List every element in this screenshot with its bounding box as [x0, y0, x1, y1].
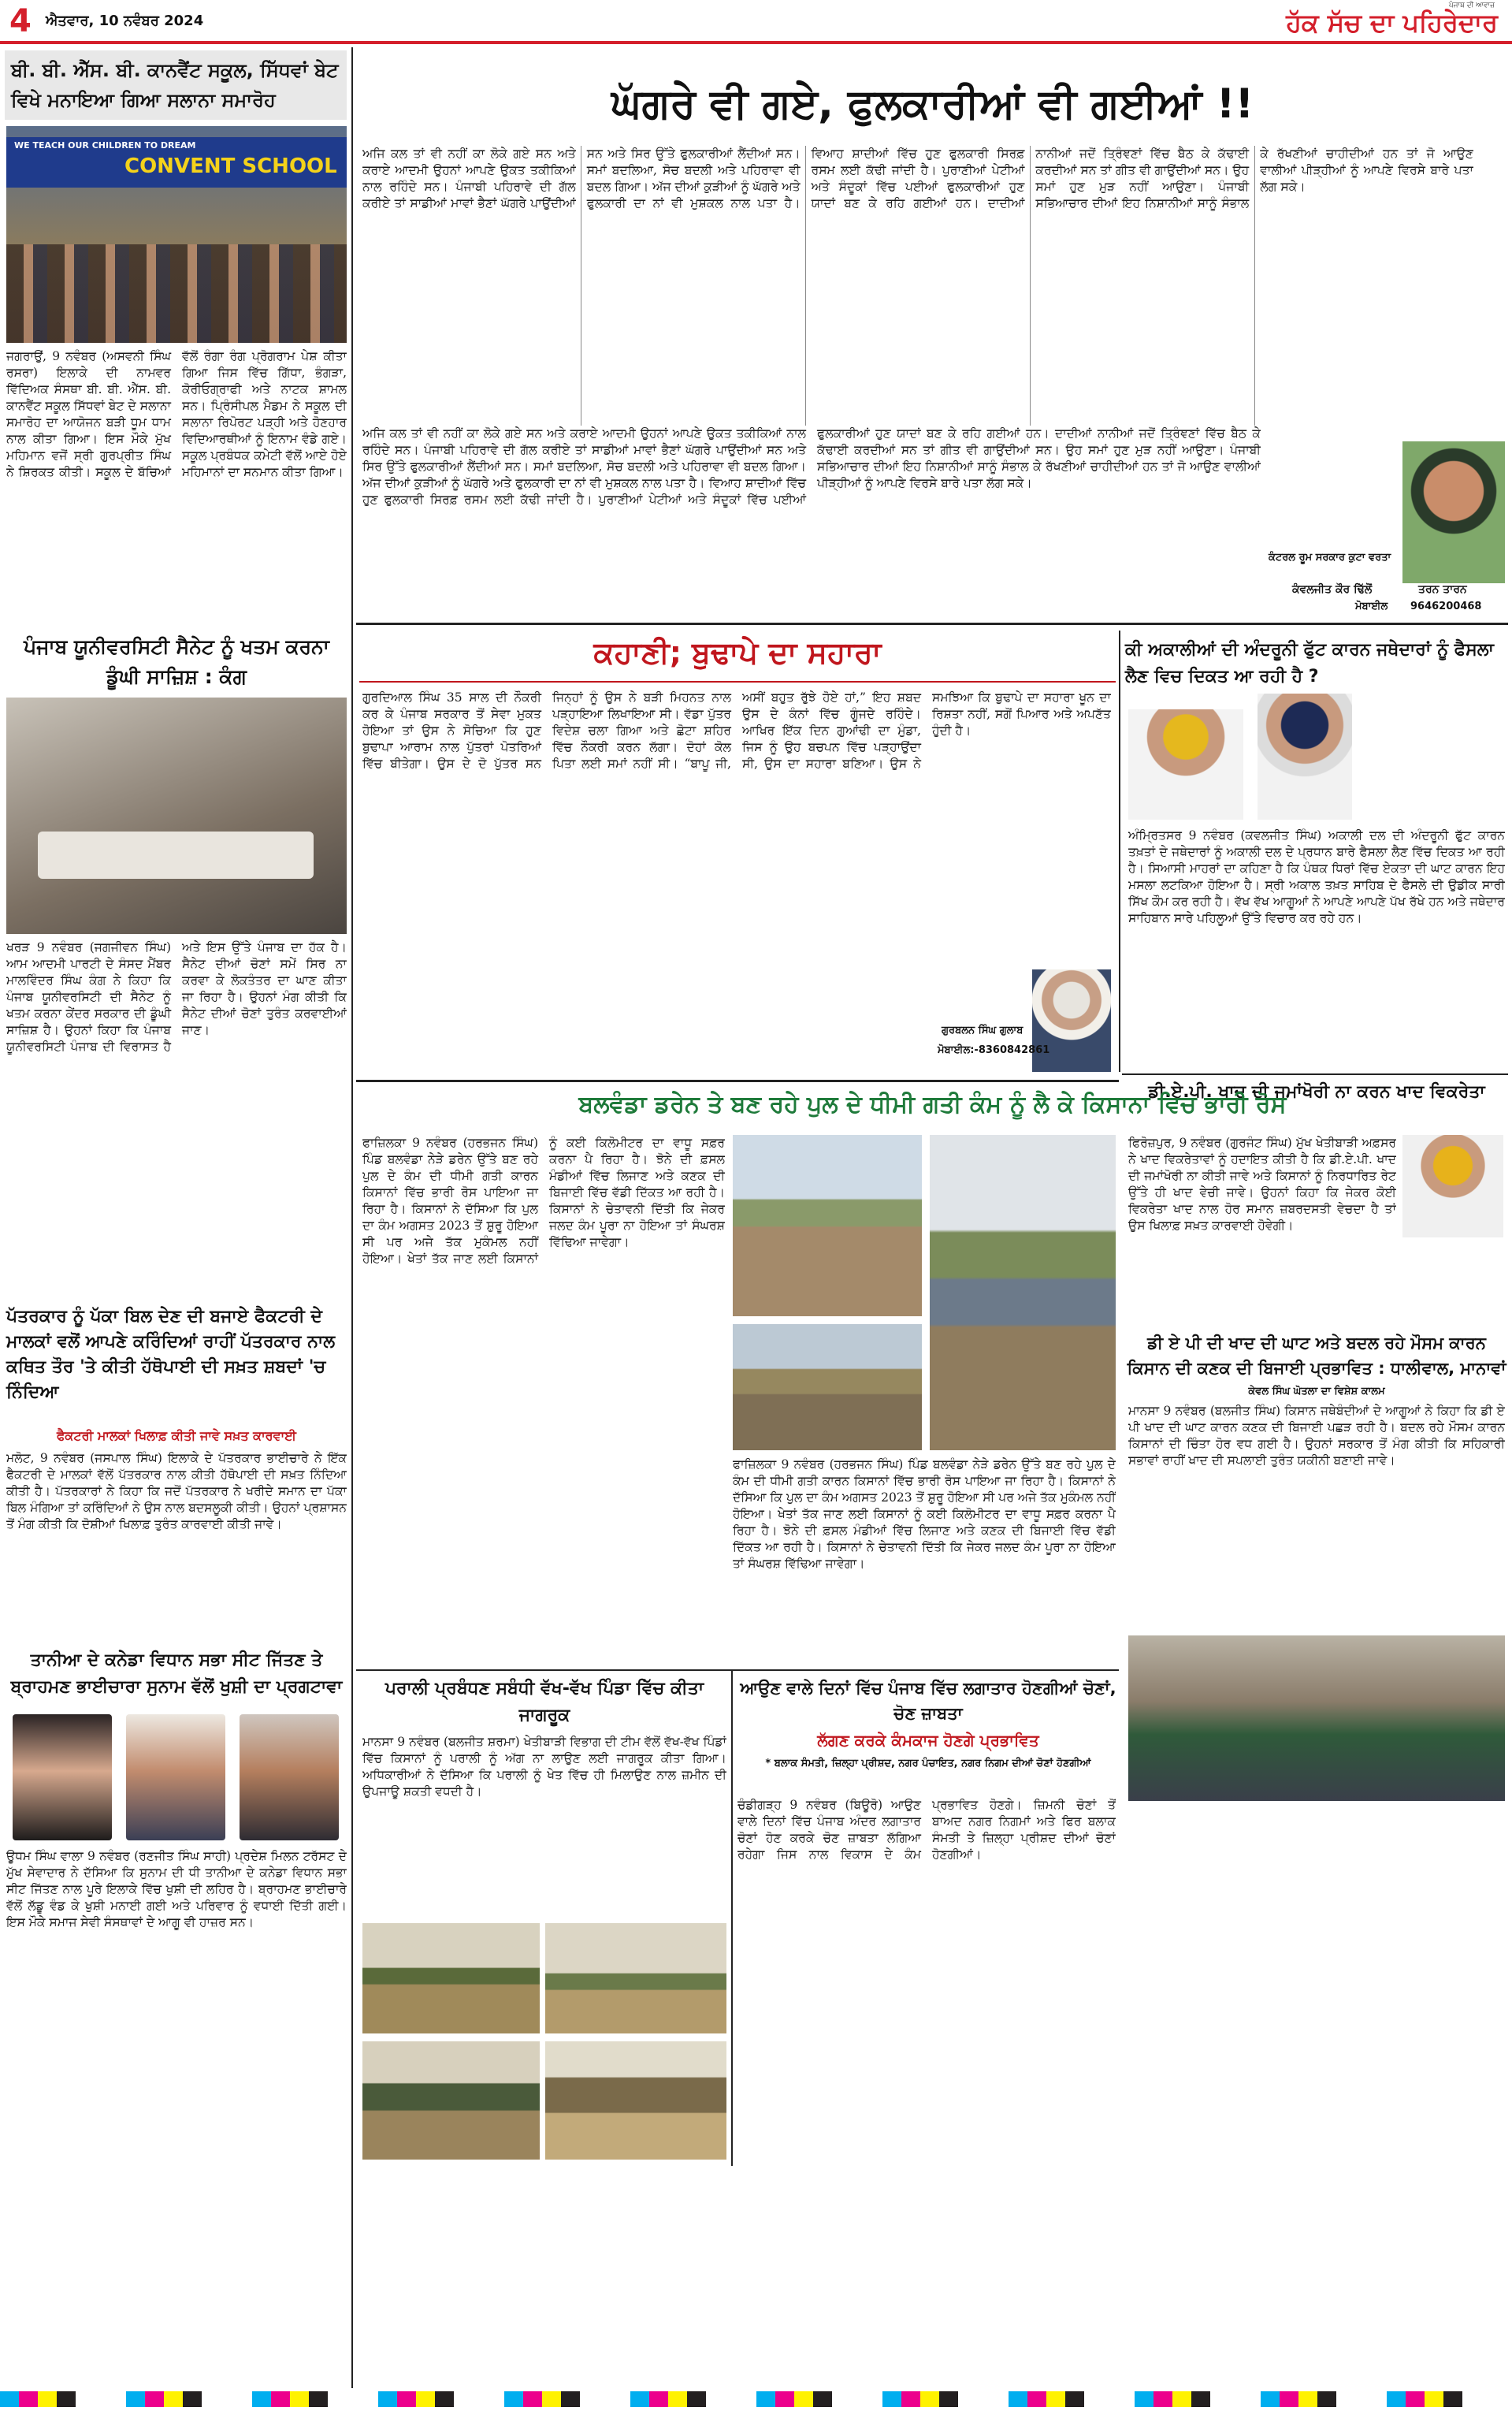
- lead-article-continued: ਅਜਿ ਕਲ ਤਾਂ ਵੀ ਨਹੀਂ ਕਾ ਲੋਕੇ ਗਏ ਸਨ ਅਤੇ ਕਰਾਏ ਆਦਮੀ ਉਹਨਾਂ ਆਪਣੇ ਉਕਤ ਤਕੀਕਿਆਂ ਨਾਲ ਰਹਿੰਦੇ ਸਨ। ਪੰਜਾਬੀ ਪਹਿਰਾਵੇ ਦੀ ਗੱਲ ਕਰੀਏ ਤਾਂ ਸਾਡੀਆਂ ਮਾਵਾਂ ਭੈਣਾਂ ਘੱਗਰੇ ਪਾਉਂਦੀਆਂ ਸਨ ਅਤੇ ਸਿਰ ਉੱਤੇ ਫੁਲਕਾਰੀਆਂ ਲੈਂਦੀਆਂ ਸਨ। ਸਮਾਂ ਬਦਲਿਆ, ਸੋਚ ਬਦਲੀ ਅਤੇ ਪਹਿਰਾਵਾ ਵੀ ਬਦਲ ਗਿਆ। ਅੱਜ ਦੀਆਂ ਕੁੜੀਆਂ ਨੂੰ ਘੱਗਰੇ ਅਤੇ ਫੁਲਕਾਰੀ ਦਾ ਨਾਂ ਵੀ ਮੁਸ਼ਕਲ ਨਾਲ ਪਤਾ ਹੈ। ਵਿਆਹ ਸ਼ਾਦੀਆਂ ਵਿੱਚ ਹੁਣ ਫੁਲਕਾਰੀ ਸਿਰਫ਼ ਰਸਮ ਲਈ ਕੱਢੀ ਜਾਂਦੀ ਹੈ। ਪੁਰਾਣੀਆਂ ਪੇਟੀਆਂ ਅਤੇ ਸੰਦੂਕਾਂ ਵਿੱਚ ਪਈਆਂ ਫੁਲਕਾਰੀਆਂ ਹੁਣ ਯਾਦਾਂ ਬਣ ਕੇ ਰਹਿ ਗਈਆਂ ਹਨ। ਦਾਦੀਆਂ ਨਾਨੀਆਂ ਜਦੋਂ ਤ੍ਰਿੰਞਣਾਂ ਵਿੱਚ ਬੈਠ ਕੇ ਕੱਢਾਈ ਕਰਦੀਆਂ ਸਨ ਤਾਂ ਗੀਤ ਵੀ ਗਾਉਂਦੀਆਂ ਸਨ। ਉਹ ਸਮਾਂ ਹੁਣ ਮੁੜ ਨਹੀਂ ਆਉਣਾ। ਪੰਜਾਬੀ ਸਭਿਆਚਾਰ ਦੀਆਂ ਇਹ ਨਿਸ਼ਾਨੀਆਂ ਸਾਨੂੰ ਸੰਭਾਲ ਕੇ ਰੱਖਣੀਆਂ ਚਾਹੀਦੀਆਂ ਹਨ ਤਾਂ ਜੋ ਆਉਣ ਵਾਲੀਆਂ ਪੀੜ੍ਹੀਆਂ ਨੂੰ ਆਪਣੇ ਵਿਰਸੇ ਬਾਰੇ ਪਤਾ ਲੱਗ ਸਕੇ।: [362, 426, 1261, 507]
- dap-portrait: [1402, 1135, 1503, 1237]
- dap-headline: ਡੀ.ਏ.ਪੀ. ਖਾਦ ਦੀ ਜਮਾਂਖੋਰੀ ਨਾ ਕਰਨ ਖਾਦ ਵਿਕਰੇਤਾ: [1148, 1082, 1485, 1102]
- left-col-divider: [351, 47, 353, 2388]
- factory-article-body: ਮਲੋਟ, 9 ਨਵੰਬਰ (ਜਸਪਾਲ ਸਿੰਘ) ਇਲਾਕੇ ਦੇ ਪੱਤਰਕਾਰ ਭਾਈਚਾਰੇ ਨੇ ਇੱਕ ਫੈਕਟਰੀ ਦੇ ਮਾਲਕਾਂ ਵੱਲੋਂ ਪੱਤਰਕਾਰ ਨਾਲ ਕੀਤੀ ਹੱਥੋਪਾਈ ਦੀ ਸਖ਼ਤ ਨਿੰਦਿਆ ਕੀਤੀ ਹੈ। ਪੱਤਰਕਾਰਾਂ ਨੇ ਕਿਹਾ ਕਿ ਜਦੋਂ ਪੱਤਰਕਾਰ ਨੇ ਖਰੀਦੇ ਸਮਾਨ ਦਾ ਪੱਕਾ ਬਿਲ ਮੰਗਿਆ ਤਾਂ ਕਰਿੰਦਿਆਂ ਨੇ ਉਸ ਨਾਲ ਬਦਸਲੂਕੀ ਕੀਤੀ। ਉਹਨਾਂ ਪ੍ਰਸ਼ਾਸਨ ਤੋਂ ਮੰਗ ਕੀਤੀ ਕਿ ਦੋਸ਼ੀਆਂ ਖਿਲਾਫ਼ ਤੁਰੰਤ ਕਾਰਵਾਈ ਕੀਤੀ ਜਾਵੇ।: [6, 1451, 347, 1531]
- canada-portrait-1: [13, 1714, 112, 1840]
- stubble-photo-4: [545, 2041, 726, 2160]
- school-banner: [6, 137, 347, 188]
- paper-tag: ਪੰਜਾਬ ਦੀ ਆਵਾਜ਼: [1448, 2, 1495, 9]
- canada-headline: ਤਾਨੀਆ ਦੇ ਕਨੇਡਾ ਵਿਧਾਨ ਸਭਾ ਸੀਟ ਜਿੱਤਣ ਤੇ ਬ੍ਰਾਹਮਣ ਭਾਈਚਾਰਾ ਸੁਨਾਮ ਵੱਲੋਂ ਖੁਸ਼ੀ ਦਾ ਪ੍ਰਗਟਾਵਾ: [10, 1650, 343, 1697]
- lead-author-place: ਤਰਨ ਤਾਰਨ: [1418, 583, 1467, 596]
- stubble-top-rule: [356, 1669, 1119, 1671]
- story-contact: ਮੋਬਾਈਲ:-8360842861: [938, 1044, 1050, 1056]
- school-article-body: ਜਗਰਾਉਂ, 9 ਨਵੰਬਰ (ਅਸਵਨੀ ਸਿੰਘ ਰਸਰਾ) ਇਲਾਕੇ ਦੀ ਨਾਮਵਰ ਵਿੱਦਿਅਕ ਸੰਸਥਾ ਬੀ. ਬੀ. ਐੱਸ. ਬੀ. ਕਾਨਵੈਂਟ ਸਕੂਲ ਸਿੱਧਵਾਂ ਬੇਟ ਦੇ ਸਲਾਨਾ ਸਮਾਰੋਹ ਦਾ ਆਯੋਜਨ ਬੜੀ ਧੂਮ ਧਾਮ ਨਾਲ ਕੀਤਾ ਗਿਆ। ਇਸ ਮੌਕੇ ਮੁੱਖ ਮਹਿਮਾਨ ਵਜੋਂ ਸ੍ਰੀ ਗੁਰਪ੍ਰੀਤ ਸਿੰਘ ਨੇ ਸ਼ਿਰਕਤ ਕੀਤੀ। ਸਕੂਲ ਦੇ ਬੱਚਿਆਂ ਵੱਲੋਂ ਰੰਗਾ ਰੰਗ ਪ੍ਰੋਗਰਾਮ ਪੇਸ਼ ਕੀਤਾ ਗਿਆ ਜਿਸ ਵਿੱਚ ਗਿੱਧਾ, ਭੰਗੜਾ, ਕੋਰੀਓਗ੍ਰਾਫੀ ਅਤੇ ਨਾਟਕ ਸ਼ਾਮਲ ਸਨ। ਪ੍ਰਿੰਸੀਪਲ ਮੈਡਮ ਨੇ ਸਕੂਲ ਦੀ ਸਲਾਨਾ ਰਿਪੋਰਟ ਪੜ੍ਹੀ ਅਤੇ ਹੋਣਹਾਰ ਵਿਦਿਆਰਥੀਆਂ ਨੂੰ ਇਨਾਮ ਵੰਡੇ ਗਏ। ਸਕੂਲ ਪ੍ਰਬੰਧਕ ਕਮੇਟੀ ਵੱਲੋਂ ਆਏ ਹੋਏ ਮਹਿਮਾਨਾਂ ਦਾ ਸਨਮਾਨ ਕੀਤਾ ਗਿਆ।: [6, 349, 347, 479]
- color-registration-strip: [0, 2391, 1512, 2407]
- meeting-photo: [1128, 1635, 1505, 1801]
- school-banner-name: CONVENT SCHOOL: [124, 154, 337, 178]
- issue-date: ਐਤਵਾਰ, 10 ਨਵੰਬਰ 2024: [46, 13, 204, 29]
- author-portrait: [1402, 441, 1505, 583]
- senate-headline: ਪੰਜਾਬ ਯੂਨੀਵਰਸਿਟੀ ਸੈਨੇਟ ਨੂੰ ਖਤਮ ਕਰਨਾ ਡੂੰਘੀ ਸਾਜ਼ਿਸ਼ : ਕੰਗ: [24, 635, 329, 688]
- lead-author: ਕੰਵਲਜੀਤ ਕੌਰ ਢਿੱਲੋਂ: [1292, 583, 1373, 596]
- elections-kicker: * ਬਲਾਕ ਸੰਮਤੀ, ਜ਼ਿਲ੍ਹਾ ਪ੍ਰੀਸ਼ਦ, ਨਗਰ ਪੰਚਾਇਤ, ਨਗਰ ਨਿਗਮ ਦੀਆਂ ਚੋਣਾਂ ਹੋਣਗੀਆਂ: [765, 1758, 1091, 1769]
- canada-portrait-2: [126, 1714, 225, 1840]
- story-article-body: ਗੁਰਦਿਆਲ ਸਿੰਘ 35 ਸਾਲ ਦੀ ਨੌਕਰੀ ਕਰ ਕੇ ਪੰਜਾਬ ਸਰਕਾਰ ਤੋਂ ਸੇਵਾ ਮੁਕਤ ਹੋਇਆ ਤਾਂ ਉਸ ਨੇ ਸੋਚਿਆ ਕਿ ਹੁਣ ਬੁਢਾਪਾ ਆਰਾਮ ਨਾਲ ਪੁੱਤਰਾਂ ਪੋਤਰਿਆਂ ਵਿੱਚ ਬੀਤੇਗਾ। ਉਸ ਦੇ ਦੋ ਪੁੱਤਰ ਸਨ ਜਿਨ੍ਹਾਂ ਨੂੰ ਉਸ ਨੇ ਬੜੀ ਮਿਹਨਤ ਨਾਲ ਪੜ੍ਹਾਇਆ ਲਿਖਾਇਆ ਸੀ। ਵੱਡਾ ਪੁੱਤਰ ਵਿਦੇਸ਼ ਚਲਾ ਗਿਆ ਅਤੇ ਛੋਟਾ ਸ਼ਹਿਰ ਵਿੱਚ ਨੌਕਰੀ ਕਰਨ ਲੱਗਾ। ਦੋਹਾਂ ਕੋਲ ਪਿਤਾ ਲਈ ਸਮਾਂ ਨਹੀਂ ਸੀ। “ਬਾਪੂ ਜੀ, ਅਸੀਂ ਬਹੁਤ ਰੁੱਝੇ ਹੋਏ ਹਾਂ,” ਇਹ ਸ਼ਬਦ ਉਸ ਦੇ ਕੰਨਾਂ ਵਿੱਚ ਗੂੰਜਦੇ ਰਹਿੰਦੇ। ਆਖਿਰ ਇੱਕ ਦਿਨ ਗੁਆਂਢੀ ਦਾ ਮੁੰਡਾ, ਜਿਸ ਨੂੰ ਉਹ ਬਚਪਨ ਵਿੱਚ ਪੜ੍ਹਾਉਂਦਾ ਸੀ, ਉਸ ਦਾ ਸਹਾਰਾ ਬਣਿਆ। ਉਸ ਨੇ ਸਮਝਿਆ ਕਿ ਬੁਢਾਪੇ ਦਾ ਸਹਾਰਾ ਖੂਨ ਦਾ ਰਿਸ਼ਤਾ ਨਹੀਂ, ਸਗੋਂ ਪਿਆਰ ਅਤੇ ਅਪਣੱਤ ਹੁੰਦੀ ਹੈ।: [362, 690, 1111, 771]
- drain-photo-3: [930, 1135, 1116, 1450]
- elections-headline: ਆਉਣ ਵਾਲੇ ਦਿਨਾਂ ਵਿੱਚ ਪੰਜਾਬ ਵਿੱਚ ਲਗਾਤਾਰ ਹੋਣਗੀਆਂ ਚੋਣਾਂ, ਚੋਣ ਜ਼ਾਬਤਾ: [740, 1679, 1116, 1723]
- stubble-headline: ਪਰਾਲੀ ਪ੍ਰਬੰਧਣ ਸਬੰਧੀ ਵੱਖ-ਵੱਖ ਪਿੰਡਾ ਵਿੱਚ ਕੀਤਾ ਜਾਗਰੂਕ: [385, 1679, 704, 1725]
- elections-left-rule: [731, 1669, 733, 2166]
- elections-subhead: ਲੱਗਣ ਕਰਕੇ ਕੰਮਕਾਜ ਹੋਣਗੇ ਪ੍ਰਭਾਵਿਤ: [817, 1731, 1039, 1750]
- dap-article-body-2: ਮਾਨਸਾ 9 ਨਵੰਬਰ (ਬਲਜੀਤ ਸਿੰਘ) ਕਿਸਾਨ ਜਥੇਬੰਦੀਆਂ ਦੇ ਆਗੂਆਂ ਨੇ ਕਿਹਾ ਕਿ ਡੀ ਏ ਪੀ ਖਾਦ ਦੀ ਘਾਟ ਕਾਰਨ ਕਣਕ ਦੀ ਬਿਜਾਈ ਪਛੜ ਰਹੀ ਹੈ। ਬਦਲ ਰਹੇ ਮੌਸਮ ਕਾਰਨ ਕਿਸਾਨਾਂ ਦੀ ਚਿੰਤਾ ਹੋਰ ਵਧ ਗਈ ਹੈ। ਉਹਨਾਂ ਸਰਕਾਰ ਤੋਂ ਮੰਗ ਕੀਤੀ ਕਿ ਸਹਿਕਾਰੀ ਸਭਾਵਾਂ ਰਾਹੀਂ ਖਾਦ ਦੀ ਸਪਲਾਈ ਤੁਰੰਤ ਯਕੀਨੀ ਬਣਾਈ ਜਾਵੇ।: [1128, 1404, 1505, 1468]
- lead-contact: 9646200468: [1410, 601, 1482, 612]
- paper-name: ਹੱਕ ਸੱਚ ਦਾ ਪਹਿਰੇਦਾਰ: [1286, 8, 1498, 38]
- meeting-table: [38, 832, 314, 879]
- bridge-article-body: ਫਾਜ਼ਿਲਕਾ 9 ਨਵੰਬਰ (ਹਰਭਜਨ ਸਿੰਘ) ਪਿੰਡ ਬਲਵੰਡਾ ਨੇੜੇ ਡਰੇਨ ਉੱਤੇ ਬਣ ਰਹੇ ਪੁਲ ਦੇ ਕੰਮ ਦੀ ਧੀਮੀ ਗਤੀ ਕਾਰਨ ਕਿਸਾਨਾਂ ਵਿੱਚ ਭਾਰੀ ਰੋਸ ਪਾਇਆ ਜਾ ਰਿਹਾ ਹੈ। ਕਿਸਾਨਾਂ ਨੇ ਦੱਸਿਆ ਕਿ ਪੁਲ ਦਾ ਕੰਮ ਅਗਸਤ 2023 ਤੋਂ ਸ਼ੁਰੂ ਹੋਇਆ ਸੀ ਪਰ ਅਜੇ ਤੱਕ ਮੁਕੰਮਲ ਨਹੀਂ ਹੋਇਆ। ਖੇਤਾਂ ਤੱਕ ਜਾਣ ਲਈ ਕਿਸਾਨਾਂ ਨੂੰ ਕਈ ਕਿਲੋਮੀਟਰ ਦਾ ਵਾਧੂ ਸਫ਼ਰ ਕਰਨਾ ਪੈ ਰਿਹਾ ਹੈ। ਝੋਨੇ ਦੀ ਫ਼ਸਲ ਮੰਡੀਆਂ ਵਿੱਚ ਲਿਜਾਣ ਅਤੇ ਕਣਕ ਦੀ ਬਿਜਾਈ ਵਿੱਚ ਵੱਡੀ ਦਿੱਕਤ ਆ ਰਹੀ ਹੈ। ਕਿਸਾਨਾਂ ਨੇ ਚੇਤਾਵਨੀ ਦਿੱਤੀ ਕਿ ਜੇਕਰ ਜਲਦ ਕੰਮ ਪੂਰਾ ਨਾ ਹੋਇਆ ਤਾਂ ਸੰਘਰਸ਼ ਵਿੱਢਿਆ ਜਾਵੇਗਾ।: [362, 1136, 725, 1266]
- school-event-photo: [6, 126, 347, 343]
- stubble-article-body: ਮਾਨਸਾ 9 ਨਵੰਬਰ (ਬਲਜੀਤ ਸ਼ਰਮਾ) ਖੇਤੀਬਾੜੀ ਵਿਭਾਗ ਦੀ ਟੀਮ ਵੱਲੋਂ ਵੱਖ-ਵੱਖ ਪਿੰਡਾਂ ਵਿੱਚ ਕਿਸਾਨਾਂ ਨੂੰ ਪਰਾਲੀ ਨੂੰ ਅੱਗ ਨਾ ਲਾਉਣ ਲਈ ਜਾਗਰੂਕ ਕੀਤਾ ਗਿਆ। ਅਧਿਕਾਰੀਆਂ ਨੇ ਦੱਸਿਆ ਕਿ ਪਰਾਲੀ ਨੂੰ ਖੇਤ ਵਿੱਚ ਹੀ ਮਿਲਾਉਣ ਨਾਲ ਜ਼ਮੀਨ ਦੀ ਉਪਜਾਊ ਸ਼ਕਤੀ ਵਧਦੀ ਹੈ।: [362, 1735, 726, 1799]
- bridge-top-rule: [356, 1080, 1119, 1082]
- school-headline-box: [5, 50, 347, 120]
- page-number: 4: [9, 3, 32, 39]
- dap-byline-2: ਕੇਵਲ ਸਿੰਘ ਘੋਤਲਾ ਦਾ ਵਿਸ਼ੇਸ਼ ਕਾਲਮ: [1248, 1386, 1385, 1397]
- lead-contact-label: ਮੋਬਾਈਲ: [1355, 601, 1388, 612]
- stubble-photo-1: [362, 1923, 540, 2033]
- akali-portrait-2: [1258, 694, 1352, 820]
- lead-headline: ਘੱਗਰੇ ਵੀ ਗਏ, ਫੁਲਕਾਰੀਆਂ ਵੀ ਗਈਆਂ !!: [611, 80, 1254, 128]
- elections-article-body: ਚੰਡੀਗੜ੍ਹ 9 ਨਵੰਬਰ (ਬਿਊਰੋ) ਆਉਣ ਵਾਲੇ ਦਿਨਾਂ ਵਿੱਚ ਪੰਜਾਬ ਅੰਦਰ ਲਗਾਤਾਰ ਚੋਣਾਂ ਹੋਣ ਕਰਕੇ ਚੋਣ ਜ਼ਾਬਤਾ ਲੱਗਿਆ ਰਹੇਗਾ ਜਿਸ ਨਾਲ ਵਿਕਾਸ ਦੇ ਕੰਮ ਪ੍ਰਭਾਵਿਤ ਹੋਣਗੇ। ਜ਼ਿਮਨੀ ਚੋਣਾਂ ਤੋਂ ਬਾਅਦ ਨਗਰ ਨਿਗਮਾਂ ਅਤੇ ਫਿਰ ਬਲਾਕ ਸੰਮਤੀ ਤੇ ਜ਼ਿਲ੍ਹਾ ਪ੍ਰੀਸ਼ਦ ਦੀਆਂ ਚੋਣਾਂ ਹੋਣਗੀਆਂ।: [737, 1798, 1116, 1862]
- lead-article-body: ਅਜਿ ਕਲ ਤਾਂ ਵੀ ਨਹੀਂ ਕਾ ਲੋਕੇ ਗਏ ਸਨ ਅਤੇ ਕਰਾਏ ਆਦਮੀ ਉਹਨਾਂ ਆਪਣੇ ਉਕਤ ਤਕੀਕਿਆਂ ਨਾਲ ਰਹਿੰਦੇ ਸਨ। ਪੰਜਾਬੀ ਪਹਿਰਾਵੇ ਦੀ ਗੱਲ ਕਰੀਏ ਤਾਂ ਸਾਡੀਆਂ ਮਾਵਾਂ ਭੈਣਾਂ ਘੱਗਰੇ ਪਾਉਂਦੀਆਂ ਸਨ ਅਤੇ ਸਿਰ ਉੱਤੇ ਫੁਲਕਾਰੀਆਂ ਲੈਂਦੀਆਂ ਸਨ। ਸਮਾਂ ਬਦਲਿਆ, ਸੋਚ ਬਦਲੀ ਅਤੇ ਪਹਿਰਾਵਾ ਵੀ ਬਦਲ ਗਿਆ। ਅੱਜ ਦੀਆਂ ਕੁੜੀਆਂ ਨੂੰ ਘੱਗਰੇ ਅਤੇ ਫੁਲਕਾਰੀ ਦਾ ਨਾਂ ਵੀ ਮੁਸ਼ਕਲ ਨਾਲ ਪਤਾ ਹੈ। ਵਿਆਹ ਸ਼ਾਦੀਆਂ ਵਿੱਚ ਹੁਣ ਫੁਲਕਾਰੀ ਸਿਰਫ਼ ਰਸਮ ਲਈ ਕੱਢੀ ਜਾਂਦੀ ਹੈ। ਪੁਰਾਣੀਆਂ ਪੇਟੀਆਂ ਅਤੇ ਸੰਦੂਕਾਂ ਵਿੱਚ ਪਈਆਂ ਫੁਲਕਾਰੀਆਂ ਹੁਣ ਯਾਦਾਂ ਬਣ ਕੇ ਰਹਿ ਗਈਆਂ ਹਨ। ਦਾਦੀਆਂ ਨਾਨੀਆਂ ਜਦੋਂ ਤ੍ਰਿੰਞਣਾਂ ਵਿੱਚ ਬੈਠ ਕੇ ਕੱਢਾਈ ਕਰਦੀਆਂ ਸਨ ਤਾਂ ਗੀਤ ਵੀ ਗਾਉਂਦੀਆਂ ਸਨ। ਉਹ ਸਮਾਂ ਹੁਣ ਮੁੜ ਨਹੀਂ ਆਉਣਾ। ਪੰਜਾਬੀ ਸਭਿਆਚਾਰ ਦੀਆਂ ਇਹ ਨਿਸ਼ਾਨੀਆਂ ਸਾਨੂੰ ਸੰਭਾਲ ਕੇ ਰੱਖਣੀਆਂ ਚਾਹੀਦੀਆਂ ਹਨ ਤਾਂ ਜੋ ਆਉਣ ਵਾਲੀਆਂ ਪੀੜ੍ਹੀਆਂ ਨੂੰ ਆਪਣੇ ਵਿਰਸੇ ਬਾਰੇ ਪਤਾ ਲੱਗ ਸਕੇ।: [362, 147, 1473, 210]
- story-right-rule: [1119, 631, 1120, 1072]
- bridge-article-continued: ਫਾਜ਼ਿਲਕਾ 9 ਨਵੰਬਰ (ਹਰਭਜਨ ਸਿੰਘ) ਪਿੰਡ ਬਲਵੰਡਾ ਨੇੜੇ ਡਰੇਨ ਉੱਤੇ ਬਣ ਰਹੇ ਪੁਲ ਦੇ ਕੰਮ ਦੀ ਧੀਮੀ ਗਤੀ ਕਾਰਨ ਕਿਸਾਨਾਂ ਵਿੱਚ ਭਾਰੀ ਰੋਸ ਪਾਇਆ ਜਾ ਰਿਹਾ ਹੈ। ਕਿਸਾਨਾਂ ਨੇ ਦੱਸਿਆ ਕਿ ਪੁਲ ਦਾ ਕੰਮ ਅਗਸਤ 2023 ਤੋਂ ਸ਼ੁਰੂ ਹੋਇਆ ਸੀ ਪਰ ਅਜੇ ਤੱਕ ਮੁਕੰਮਲ ਨਹੀਂ ਹੋਇਆ। ਖੇਤਾਂ ਤੱਕ ਜਾਣ ਲਈ ਕਿਸਾਨਾਂ ਨੂੰ ਕਈ ਕਿਲੋਮੀਟਰ ਦਾ ਵਾਧੂ ਸਫ਼ਰ ਕਰਨਾ ਪੈ ਰਿਹਾ ਹੈ। ਝੋਨੇ ਦੀ ਫ਼ਸਲ ਮੰਡੀਆਂ ਵਿੱਚ ਲਿਜਾਣ ਅਤੇ ਕਣਕ ਦੀ ਬਿਜਾਈ ਵਿੱਚ ਵੱਡੀ ਦਿੱਕਤ ਆ ਰਹੀ ਹੈ। ਕਿਸਾਨਾਂ ਨੇ ਚੇਤਾਵਨੀ ਦਿੱਤੀ ਕਿ ਜੇਕਰ ਜਲਦ ਕੰਮ ਪੂਰਾ ਨਾ ਹੋਇਆ ਤਾਂ ਸੰਘਰਸ਼ ਵਿੱਢਿਆ ਜਾਵੇਗਾ।: [733, 1457, 1116, 1571]
- story-author: ਗੁਰਬਲਨ ਸਿੰਘ ਗੁਲਾਬ: [942, 1025, 1023, 1036]
- story-headline: ਕਹਾਣੀ; ਬੁਢਾਪੇ ਦਾ ਸਹਾਰਾ: [593, 635, 882, 670]
- canada-portrait-3: [240, 1714, 339, 1840]
- masthead-rule: [0, 41, 1512, 44]
- drain-photo-1: [733, 1135, 922, 1316]
- akali-headline: ਕੀ ਅਕਾਲੀਆਂ ਦੀ ਅੰਦਰੂਨੀ ਫੁੱਟ ਕਾਰਨ ਜਥੇਦਾਰਾਂ ਨੂੰ ਫੈਸਲਾ ਲੈਣ ਵਿਚ ਦਿਕਤ ਆ ਰਹੀ ਹੈ ?: [1125, 640, 1494, 686]
- canada-article-body: ਊਧਮ ਸਿੰਘ ਵਾਲਾ 9 ਨਵੰਬਰ (ਰਣਜੀਤ ਸਿੰਘ ਸਾਹੀ) ਪ੍ਰਦੇਸ਼ ਮਿਲਨ ਟਰੱਸਟ ਦੇ ਮੁੱਖ ਸੇਵਾਦਾਰ ਨੇ ਦੱਸਿਆ ਕਿ ਸੁਨਾਮ ਦੀ ਧੀ ਤਾਨੀਆ ਦੇ ਕਨੇਡਾ ਵਿਧਾਨ ਸਭਾ ਸੀਟ ਜਿੱਤਣ ਨਾਲ ਪੂਰੇ ਇਲਾਕੇ ਵਿੱਚ ਖੁਸ਼ੀ ਦੀ ਲਹਿਰ ਹੈ। ਬ੍ਰਾਹਮਣ ਭਾਈਚਾਰੇ ਵੱਲੋਂ ਲੱਡੂ ਵੰਡ ਕੇ ਖੁਸ਼ੀ ਮਨਾਈ ਗਈ ਅਤੇ ਪਰਿਵਾਰ ਨੂੰ ਵਧਾਈ ਦਿੱਤੀ ਗਈ। ਇਸ ਮੌਕੇ ਸਮਾਜ ਸੇਵੀ ਸੰਸਥਾਵਾਂ ਦੇ ਆਗੂ ਵੀ ਹਾਜ਼ਰ ਸਨ।: [6, 1849, 347, 1929]
- senate-meeting-photo: [6, 698, 347, 934]
- lead-bottom-rule: [356, 623, 1508, 625]
- dap-headline-2: ਡੀ ਏ ਪੀ ਦੀ ਖਾਦ ਦੀ ਘਾਟ ਅਤੇ ਬਦਲ ਰਹੇ ਮੌਸਮ ਕਾਰਨ ਕਿਸਾਨ ਦੀ ਕਣਕ ਦੀ ਬਿਜਾਈ ਪ੍ਰਭਾਵਿਤ : ਧਾਲੀਵਾਲ, ਮਾਨਾਵਾਂ: [1127, 1334, 1506, 1378]
- factory-subhead: ਫੈਕਟਰੀ ਮਾਲਕਾਂ ਖਿਲਾਫ਼ ਕੀਤੀ ਜਾਵੇ ਸਖ਼ਤ ਕਾਰਵਾਈ: [56, 1428, 297, 1443]
- factory-headline: ਪੱਤਰਕਾਰ ਨੂੰ ਪੱਕਾ ਬਿਲ ਦੇਣ ਦੀ ਬਜਾਏ ਫੈਕਟਰੀ ਦੇ ਮਾਲਕਾਂ ਵਲੋਂ ਆਪਣੇ ਕਰਿੰਦਿਆਂ ਰਾਹੀਂ ਪੱਤਰਕਾਰ ਨਾਲ ਕਥਿਤ ਤੌਰ 'ਤੇ ਕੀਤੀ ਹੱਥੋਪਾਈ ਦੀ ਸਖ਼ਤ ਸ਼ਬਦਾਂ 'ਚ ਨਿੰਦਿਆ: [6, 1307, 336, 1402]
- senate-article-body: ਖਰੜ 9 ਨਵੰਬਰ (ਜਗਜੀਵਨ ਸਿੰਘ) ਆਮ ਆਦਮੀ ਪਾਰਟੀ ਦੇ ਸੰਸਦ ਮੈਂਬਰ ਮਾਲਵਿੰਦਰ ਸਿੰਘ ਕੰਗ ਨੇ ਕਿਹਾ ਕਿ ਪੰਜਾਬ ਯੂਨੀਵਰਸਿਟੀ ਦੀ ਸੈਨੇਟ ਨੂੰ ਖਤਮ ਕਰਨਾ ਕੇਂਦਰ ਸਰਕਾਰ ਦੀ ਡੂੰਘੀ ਸਾਜ਼ਿਸ਼ ਹੈ। ਉਹਨਾਂ ਕਿਹਾ ਕਿ ਪੰਜਾਬ ਯੂਨੀਵਰਸਿਟੀ ਪੰਜਾਬ ਦੀ ਵਿਰਾਸਤ ਹੈ ਅਤੇ ਇਸ ਉੱਤੇ ਪੰਜਾਬ ਦਾ ਹੱਕ ਹੈ। ਸੈਨੇਟ ਦੀਆਂ ਚੋਣਾਂ ਸਮੇਂ ਸਿਰ ਨਾ ਕਰਵਾ ਕੇ ਲੋਕਤੰਤਰ ਦਾ ਘਾਣ ਕੀਤਾ ਜਾ ਰਿਹਾ ਹੈ। ਉਹਨਾਂ ਮੰਗ ਕੀਤੀ ਕਿ ਸੈਨੇਟ ਦੀਆਂ ਚੋਣਾਂ ਤੁਰੰਤ ਕਰਵਾਈਆਂ ਜਾਣ।: [6, 940, 347, 1054]
- bridge-headline: ਬਲਵੰਡਾ ਡਰੇਨ ਤੇ ਬਣ ਰਹੇ ਪੁਲ ਦੇ ਧੀਮੀ ਗਤੀ ਕੰਮ ਨੂੰ ਲੈ ਕੇ ਕਿਸਾਨਾ ਵਿਚ ਭਾਰੀ ਰੋਸ: [578, 1091, 1287, 1118]
- story-headline-box: [359, 631, 1116, 683]
- akali-portrait-1: [1128, 709, 1243, 820]
- school-banner-tagline: WE TEACH OUR CHILDREN TO DREAM: [14, 140, 196, 151]
- story-author-portrait: [1032, 969, 1111, 1072]
- masthead: [0, 0, 1512, 41]
- akali-bottom-rule: [1122, 1073, 1508, 1075]
- school-headline: ਬੀ. ਬੀ. ਐੱਸ. ਬੀ. ਕਾਨਵੈਂਟ ਸਕੂਲ, ਸਿੱਧਵਾਂ ਬੇਟ ਵਿਖੇ ਮਨਾਇਆ ਗਿਆ ਸਲਾਨਾ ਸਮਾਰੋਹ: [11, 59, 339, 111]
- stubble-photo-3: [362, 2041, 540, 2160]
- dap-article-body: ਫਿਰੋਜ਼ਪੁਰ, 9 ਨਵੰਬਰ (ਗੁਰਜੰਟ ਸਿੰਘ) ਮੁੱਖ ਖੇਤੀਬਾੜੀ ਅਫ਼ਸਰ ਨੇ ਖਾਦ ਵਿਕਰੇਤਾਵਾਂ ਨੂੰ ਹਦਾਇਤ ਕੀਤੀ ਹੈ ਕਿ ਡੀ.ਏ.ਪੀ. ਖਾਦ ਦੀ ਜਮਾਂਖੋਰੀ ਨਾ ਕੀਤੀ ਜਾਵੇ ਅਤੇ ਕਿਸਾਨਾਂ ਨੂੰ ਨਿਰਧਾਰਿਤ ਰੇਟ ਉੱਤੇ ਹੀ ਖਾਦ ਵੇਚੀ ਜਾਵੇ। ਉਹਨਾਂ ਕਿਹਾ ਕਿ ਜੇਕਰ ਕੋਈ ਵਿਕਰੇਤਾ ਖਾਦ ਨਾਲ ਹੋਰ ਸਮਾਨ ਜ਼ਬਰਦਸਤੀ ਵੇਚਦਾ ਹੈ ਤਾਂ ਉਸ ਖਿਲਾਫ਼ ਸਖ਼ਤ ਕਾਰਵਾਈ ਹੋਵੇਗੀ।: [1128, 1136, 1396, 1233]
- lead-signoff: ਕੰਟਰਲ ਰੂਮ ਸਰਕਾਰ ਕੁਟਾ ਵਰਤਾ: [1269, 552, 1391, 564]
- stage-crowd: [6, 244, 347, 343]
- akali-article-body: ਅੰਮ੍ਰਿਤਸਰ 9 ਨਵੰਬਰ (ਕਵਲਜੀਤ ਸਿੰਘ) ਅਕਾਲੀ ਦਲ ਦੀ ਅੰਦਰੂਨੀ ਫੁੱਟ ਕਾਰਨ ਤਖ਼ਤਾਂ ਦੇ ਜਥੇਦਾਰਾਂ ਨੂੰ ਅਕਾਲੀ ਦਲ ਦੇ ਪ੍ਰਧਾਨ ਬਾਰੇ ਫੈਸਲਾ ਲੈਣ ਵਿੱਚ ਦਿਕਤ ਆ ਰਹੀ ਹੈ। ਸਿਆਸੀ ਮਾਹਰਾਂ ਦਾ ਕਹਿਣਾ ਹੈ ਕਿ ਪੰਥਕ ਧਿਰਾਂ ਵਿੱਚ ਏਕਤਾ ਦੀ ਘਾਟ ਕਾਰਨ ਇਹ ਮਸਲਾ ਲਟਕਿਆ ਹੋਇਆ ਹੈ। ਸ੍ਰੀ ਅਕਾਲ ਤਖ਼ਤ ਸਾਹਿਬ ਦੇ ਫੈਸਲੇ ਦੀ ਉਡੀਕ ਸਾਰੀ ਸਿੱਖ ਕੌਮ ਕਰ ਰਹੀ ਹੈ। ਵੱਖ ਵੱਖ ਆਗੂਆਂ ਨੇ ਆਪਣੇ ਆਪਣੇ ਪੱਖ ਰੱਖੇ ਹਨ ਅਤੇ ਜਥੇਦਾਰ ਸਾਹਿਬਾਨ ਸਾਰੇ ਪਹਿਲੂਆਂ ਉੱਤੇ ਵਿਚਾਰ ਕਰ ਰਹੇ ਹਨ।: [1128, 828, 1505, 925]
- drain-photo-2: [733, 1324, 922, 1450]
- stubble-photo-2: [545, 1923, 726, 2033]
